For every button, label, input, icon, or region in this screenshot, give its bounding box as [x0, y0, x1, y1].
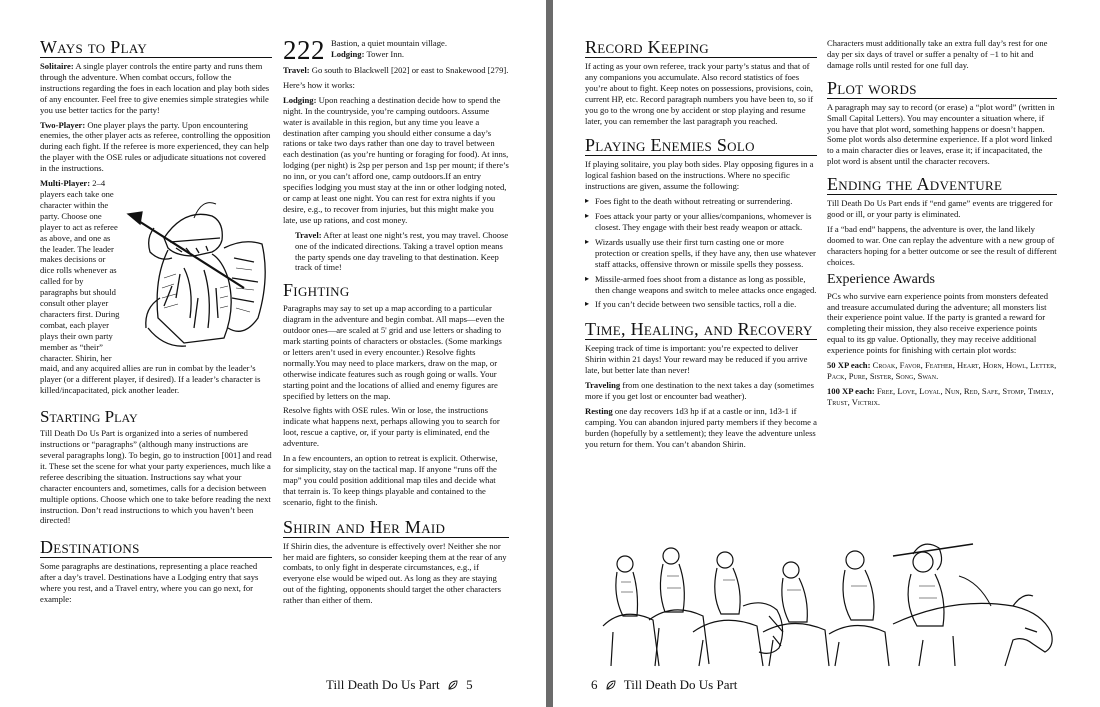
playing-enemies-intro: If playing solitaire, you play both sides. Play opposing figures in a logical fashion based on the instructions. Where no specific instructions are given, assume the following: — [585, 159, 814, 192]
example-place: Bastion, a quiet mountain village. — [331, 38, 447, 48]
characters-rest-note: Characters must additionally take an extra full day’s rest for one day per six days of travel or suffer a penalty of −1 to hit and damage rolls until rested for one full day. — [827, 38, 1048, 70]
time-healing-heading: Time, Healing, and Recovery — [585, 320, 817, 340]
record-keeping-heading: Record Keeping — [585, 38, 817, 58]
xp-50-line: 50 XP each: Croak, Favor, Feather, Heart, Horn, Howl, Letter, Pack, Pure, Sister, Song, Swan. — [827, 360, 1057, 381]
time-healing-intro: Keeping track of time is important: you’re expected to deliver Shirin within 21 days! Your reward may be reduced if you arrive late, but better late than never! — [585, 343, 808, 376]
example-travel: Travel: Go south to Blackwell [202] or east to Snakewood [279]. — [283, 65, 509, 75]
shirin-heading: Shirin and Her Maid — [283, 518, 509, 538]
riders-illustration — [593, 536, 1059, 676]
left-page — [0, 0, 546, 707]
example-lodging: Lodging: Tower Inn. — [331, 48, 405, 59]
experience-heading: Experience Awards — [827, 271, 935, 287]
tactic-bullet: ▸ Wizards usually use their first turn casting one or more protection or creation spells, if they have any, then use whatever staff attacks, offensive thrown or missile spells they possess. — [585, 237, 817, 270]
two-player-paragraph: Two-Player: One player plays the party. Upon encountering enemies, the other player acts as referee, controlling the opposition during each fight. If the referee is more experienced, they can help the player with the OSE rules or adjudicate situations not covered in the instructions. — [40, 119, 271, 174]
paragraph-number: 222 — [283, 38, 325, 62]
resting-paragraph: Resting one day recovers 1d3 hp if at a castle or inn, 1d3-1 if camping. You can abandon injured party members if they become a burden (hopefully by a settlement); they leave the adventure unless you return for them. You can’t abandon Shirin. — [585, 405, 817, 449]
record-keeping-text: If acting as your own referee, track your party’s status and that of any companions you accumulate. Also record statistics of foes you’re about to fight. Keep notes on possessions, provisions, coin, current HP, etc. Record paragraph numbers you have been to, so if you go to the wrong one by accident or stop playing and resume later, you can remember the last paragraph you reached. — [585, 61, 814, 126]
folio-title: Till Death Do Us Part — [326, 677, 440, 692]
tactic-bullet: ▸ Foes fight to the death without retreating or surrendering. — [585, 196, 817, 207]
destinations-heading: Destinations — [40, 538, 272, 558]
fighting-p1: Paragraphs may say to set up a map according to a particular diagram in the adventure and begin combat. All maps—even the outdoor ones—are scaled at 5' grid and use letters or shading to mark starting points of characters or obstacles. (Some markings or letters aren’t used in every encounter.) Resolve fights normally.You may need to place markers, draw on the map, or otherwise indicate features such as rough going or walls. Your starting point and the locations of allied and enemy figures are specified by letters on the map. — [283, 303, 505, 401]
left-folio — [326, 677, 473, 693]
ending-heading: Ending the Adventure — [827, 175, 1057, 195]
right-folio — [591, 677, 737, 693]
fighting-p2: Resolve fights with OSE rules. Win or lose, the instructions indicate what happens next, perhaps allowing you to search for loot, rescue a captive, or, if your party is eliminated, end the adventure. — [283, 405, 500, 449]
ending-p1: Till Death Do Us Part ends if “end game” events are triggered for good or ill, or your party is eliminated. — [827, 198, 1053, 220]
knight-illustration — [124, 178, 272, 353]
starting-play-text: Till Death Do Us Part is organized into a series of numbered instructions or “paragraphs” (although many instructions are several paragraphs long). To begin, go to instruction [001] and read it. These set the scene for what your party experiences, much like a referee describing the situation. Instructions say what your character encounters and, sometimes, calls for a decision between multiple options. Choose which one to take before reading the next instruction. Don’t read instructions to which you haven’t been directed! — [40, 428, 272, 526]
playing-enemies-heading: Playing Enemies Solo — [585, 136, 817, 156]
lodging-rule: Lodging: Upon reaching a destination decide how to spend the night. In the countryside, you’re camping outdoors. Assume water is available in this region, but any time you leave a destination after camping you should either consume a day’s rations or take two days rather than one day to travel between each destination (as you’re hunting or foraging for food). At inns, lodging (per night) is 2sp per person and 1sp per mount; if there’s no inn, or you can’t afford one, camp outdoors.If an entry specifies lodging you must stay at the inn or other lodging noted, or camp at least one night. You can rest for extra nights if you desire, e.g., to recover from injuries, but this might make you late, use up rations, and cost money. — [283, 94, 509, 225]
example-destination — [283, 38, 509, 62]
destinations-text: Some paragraphs are destinations, representing a place reached after a day’s travel. Destinations have a Lodging entry that says where you rest, and a Travel entry, where you can go next, for example: — [40, 561, 259, 605]
leaf-ornament-icon — [447, 679, 459, 691]
fighting-heading: Fighting — [283, 280, 350, 301]
tactic-bullet: ▸ If you can’t decide between two sensible tactics, roll a die. — [585, 299, 817, 310]
shirin-text: If Shirin dies, the adventure is effectively over! Neither she nor her maid are fighters, so consider keeping them at the rear of any combats, to only fight in desperate circumstances, e.g., if everyone else would be wiped out. As long as they are staying out of the fighting, opponents should target the other characters rather than either of them. — [283, 540, 507, 606]
multi-player-paragraph: Multi-Player: 2–4 players each take one character within the party. Choose one player to act as referee as above, and one as the leader. The leader makes decisions or dice rolls whenever as called for by paragraphs but should consult other player characters first. During combat, each player plays their own party member as “their” character. Shirin, her maid, and any acquired allies are run in combat by the leader’s player (or a different player, if desired). If a leader’s character is killed/incapacitated, pick another leader. — [40, 178, 261, 396]
folio-title: Till Death Do Us Part — [623, 677, 738, 692]
starting-play-heading: Starting Play — [40, 407, 138, 427]
right-page — [553, 0, 1100, 707]
tactic-bullet: ▸ Missile-armed foes shoot from a distance as long as possible, then change weapons and switch to melee attacks once engaged. — [585, 274, 817, 296]
multi-player-block — [40, 178, 272, 396]
tactic-bullet: ▸ Foes attack your party or your allies/companions, whomever is closest. They engage with their best ready weapon or attack. — [585, 211, 817, 233]
leaf-ornament-icon — [605, 679, 617, 691]
travel-rule: Travel: After at least one night’s rest, you may travel. Choose one of the indicated directions. Taking a travel option means the party spends one day traveling to that destination. Keep track of time! — [295, 229, 509, 273]
page-number: 6 — [591, 677, 598, 692]
left-column-1 — [40, 38, 272, 609]
ending-p2: If a “bad end” happens, the adventure is over, the land likely doomed to war. One can replay the adventure with a new group of characters hoping for a better outcome or see the result of different choices. — [827, 223, 1057, 267]
traveling-paragraph: Traveling from one destination to the next takes a day (sometimes more if you get lost or encounter bad weather). — [585, 380, 814, 401]
ways-to-play-heading: Ways to Play — [40, 38, 272, 58]
right-column-1 — [585, 38, 817, 453]
solitaire-paragraph: Solitaire: A single player controls the entire party and runs them through the adventure. When combat occurs, follow the instructions regarding the foes in each location and play both sides of any encounter. Feel free to give enemies simple strategies while you use better tactics for the party! — [40, 61, 270, 115]
plot-words-heading: Plot words — [827, 79, 1057, 99]
left-column-2 — [283, 38, 509, 610]
xp-100-line: 100 XP each: Free, Love, Loyal, Nun, Red, Safe, Stomp, Timely, Trust, Victrix. — [827, 385, 1054, 407]
page-gutter — [546, 0, 553, 707]
right-column-2 — [827, 38, 1057, 412]
experience-text: PCs who survive earn experience points from monsters defeated and treasure accumulated during the adventure; all monsters list their experience point value. If the party is granted a reward for completing their mission, they also receive experience points equal to its gp value. Optionally, they may receive additional experience points for finishing with certain plot words: — [827, 290, 1048, 356]
plot-words-text: A paragraph may say to record (or erase) a “plot word” (written in Small Capital Letters). You may encounter a situation where, if you have that plot word, something happens or doesn’t happen. Some plot words also determine experience. If a plot word linked to a main character dies or leaves, erase it; if incapacitated, the plot word is absent until the character recovers. — [827, 101, 1055, 167]
page-number: 5 — [466, 677, 473, 692]
fighting-p3: In a few encounters, an option to retreat is explicit. Otherwise, for simplicity, stay on the tactical map. If anyone “runs off the map” you could position additional map tiles and decide what that terrain is. To keep things playable and contained to the scenario, fight to the finish. — [283, 453, 498, 507]
how-it-works: Here’s how it works: — [283, 79, 355, 90]
